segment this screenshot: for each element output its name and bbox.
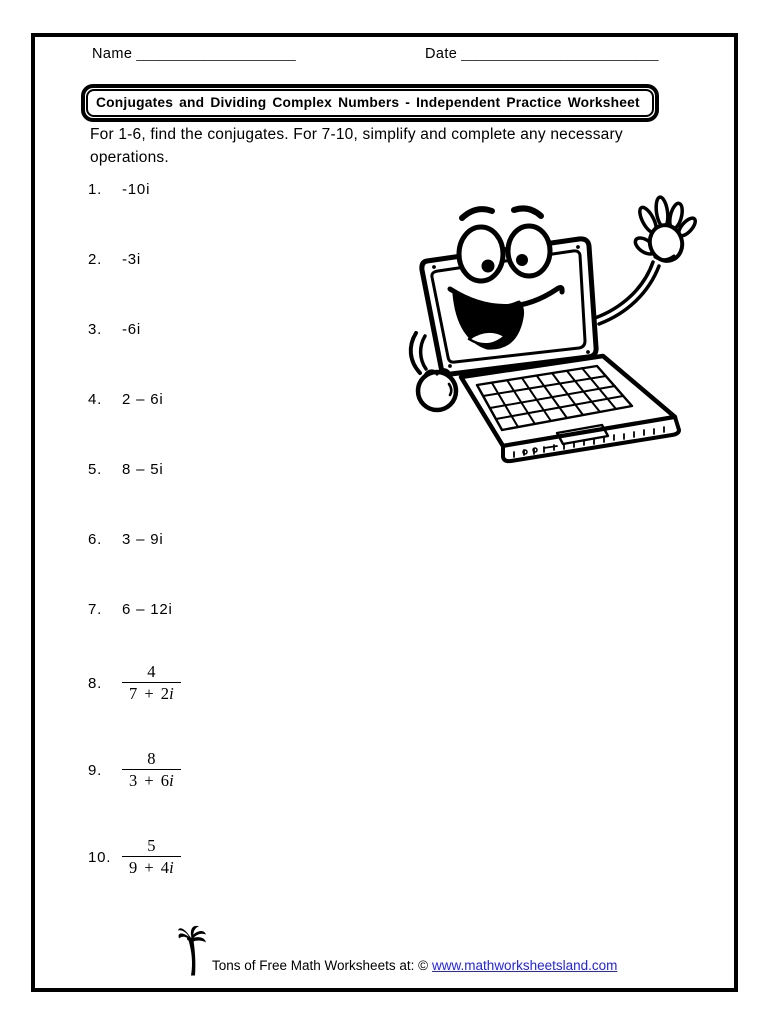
palm-tree-icon [178,925,210,976]
footer [0,922,770,982]
imaginary-unit: i [169,858,174,878]
problem-number: 7. [88,601,103,618]
name-blank-line: _____________________ [136,46,296,62]
problem-row-3 [88,321,141,338]
name-label: Name [92,46,133,62]
problem-number: 1. [88,181,103,198]
problem-expression: 2 – 6i [122,391,164,408]
problem-number: 10. [88,849,112,867]
worksheet-title-box [81,84,659,122]
fraction [122,837,181,878]
imaginary-unit: i [169,684,174,704]
problem-number: 5. [88,461,103,478]
problem-row-4 [88,391,164,408]
problem-expression: -6i [122,321,142,338]
date-label: Date [425,46,458,62]
footer-link[interactable]: www.mathworksheetsland.com [432,958,618,973]
problem-row-9 [88,750,181,791]
date-field [425,46,658,62]
problem-number: 3. [88,321,103,338]
problem-row-1 [88,181,150,198]
problem-number: 4. [88,391,103,408]
problem-row-5 [88,461,164,478]
problem-row-6 [88,531,164,548]
problem-expression: -10i [122,181,151,198]
footer-text [212,958,617,973]
problem-expression: 6 – 12i [122,601,173,618]
problem-expression: 3 – 9i [122,531,164,548]
fraction-numerator: 4 [147,662,156,681]
fraction-denominator: 3 + 6i [122,769,181,791]
problem-number: 8. [88,675,103,693]
instructions-text: For 1-6, find the conjugates. For 7-10, simplify and complete any necessary operations. [90,126,623,167]
worksheet-title: Conjugates and Dividing Complex Numbers - Independent Practice Worksheet [86,89,654,117]
laptop-cartoon-image [392,190,722,480]
date-blank-line: __________________________ [461,46,658,62]
fraction-numerator: 5 [147,836,156,855]
fraction [122,663,181,704]
problem-row-2 [88,251,141,268]
fraction-numerator: 8 [147,749,156,768]
problem-row-8 [88,663,181,704]
fraction-denominator: 7 + 2i [122,682,181,704]
problem-number: 6. [88,531,103,548]
footer-credit: Tons of Free Math Worksheets at: © [212,958,429,973]
fraction-denominator: 9 + 4i [122,856,181,878]
problem-expression: -3i [122,251,142,268]
problem-number: 2. [88,251,103,268]
name-field [92,46,295,62]
problem-row-7 [88,601,173,618]
imaginary-unit: i [169,771,174,791]
problem-expression: 8 – 5i [122,461,164,478]
fraction [122,750,181,791]
problem-row-10 [88,837,181,878]
problem-number: 9. [88,762,103,780]
